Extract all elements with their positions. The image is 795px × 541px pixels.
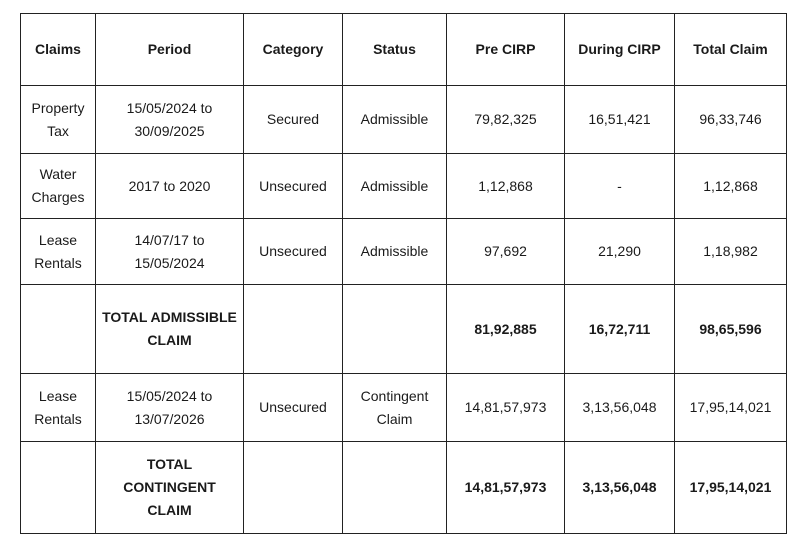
total-contingent-during-cirp: 3,13,56,048 bbox=[565, 442, 675, 534]
table-cell-category: Secured bbox=[244, 86, 343, 154]
table-cell-period: 15/05/2024 to 13/07/2026 bbox=[96, 374, 244, 442]
total-admissible-row bbox=[21, 285, 787, 374]
table-row bbox=[21, 219, 787, 285]
table-cell-total-claim: 1,18,982 bbox=[675, 219, 787, 285]
table-cell-claims: Water Charges bbox=[21, 154, 96, 219]
table-cell-category: Unsecured bbox=[244, 374, 343, 442]
table-header-row bbox=[21, 14, 787, 86]
table-cell-claims: Lease Rentals bbox=[21, 374, 96, 442]
column-header-status: Status bbox=[343, 14, 447, 86]
total-admissible-during-cirp: 16,72,711 bbox=[565, 285, 675, 374]
column-header-period: Period bbox=[96, 14, 244, 86]
column-header-during-cirp: During CIRP bbox=[565, 14, 675, 86]
column-header-total-claim: Total Claim bbox=[675, 14, 787, 86]
table-cell-during-cirp: 21,290 bbox=[565, 219, 675, 285]
table-cell-category bbox=[244, 285, 343, 374]
column-header-category: Category bbox=[244, 14, 343, 86]
table-cell-claims bbox=[21, 442, 96, 534]
total-admissible-label: TOTAL ADMISSIBLE CLAIM bbox=[96, 285, 244, 374]
table-row bbox=[21, 86, 787, 154]
table-cell-total-claim: 17,95,14,021 bbox=[675, 374, 787, 442]
table-cell-during-cirp: 3,13,56,048 bbox=[565, 374, 675, 442]
table-cell-category: Unsecured bbox=[244, 219, 343, 285]
table-cell-pre-cirp: 14,81,57,973 bbox=[447, 374, 565, 442]
total-contingent-total-claim: 17,95,14,021 bbox=[675, 442, 787, 534]
total-contingent-label: TOTAL CONTINGENT CLAIM bbox=[96, 442, 244, 534]
table-cell-status: Admissible bbox=[343, 86, 447, 154]
table-cell-during-cirp: 16,51,421 bbox=[565, 86, 675, 154]
table-cell-status bbox=[343, 285, 447, 374]
column-header-pre-cirp: Pre CIRP bbox=[447, 14, 565, 86]
total-admissible-pre-cirp: 81,92,885 bbox=[447, 285, 565, 374]
table-cell-pre-cirp: 79,82,325 bbox=[447, 86, 565, 154]
table-cell-status: Admissible bbox=[343, 154, 447, 219]
table-cell-period: 14/07/17 to 15/05/2024 bbox=[96, 219, 244, 285]
table-cell-claims: Property Tax bbox=[21, 86, 96, 154]
table-cell-period: 2017 to 2020 bbox=[96, 154, 244, 219]
table-cell-status: Admissible bbox=[343, 219, 447, 285]
table-cell-claims: Lease Rentals bbox=[21, 219, 96, 285]
table-cell-total-claim: 1,12,868 bbox=[675, 154, 787, 219]
table-row bbox=[21, 374, 787, 442]
table-cell-pre-cirp: 1,12,868 bbox=[447, 154, 565, 219]
total-contingent-pre-cirp: 14,81,57,973 bbox=[447, 442, 565, 534]
table-cell-period: 15/05/2024 to 30/09/2025 bbox=[96, 86, 244, 154]
table-cell-status bbox=[343, 442, 447, 534]
table-cell-pre-cirp: 97,692 bbox=[447, 219, 565, 285]
claims-table bbox=[20, 13, 787, 534]
column-header-claims: Claims bbox=[21, 14, 96, 86]
table-cell-status: Contingent Claim bbox=[343, 374, 447, 442]
table-cell-during-cirp: - bbox=[565, 154, 675, 219]
table-cell-total-claim: 96,33,746 bbox=[675, 86, 787, 154]
total-contingent-row bbox=[21, 442, 787, 534]
table-cell-category: Unsecured bbox=[244, 154, 343, 219]
table-row bbox=[21, 154, 787, 219]
table-cell-category bbox=[244, 442, 343, 534]
table-cell-claims bbox=[21, 285, 96, 374]
total-admissible-total-claim: 98,65,596 bbox=[675, 285, 787, 374]
